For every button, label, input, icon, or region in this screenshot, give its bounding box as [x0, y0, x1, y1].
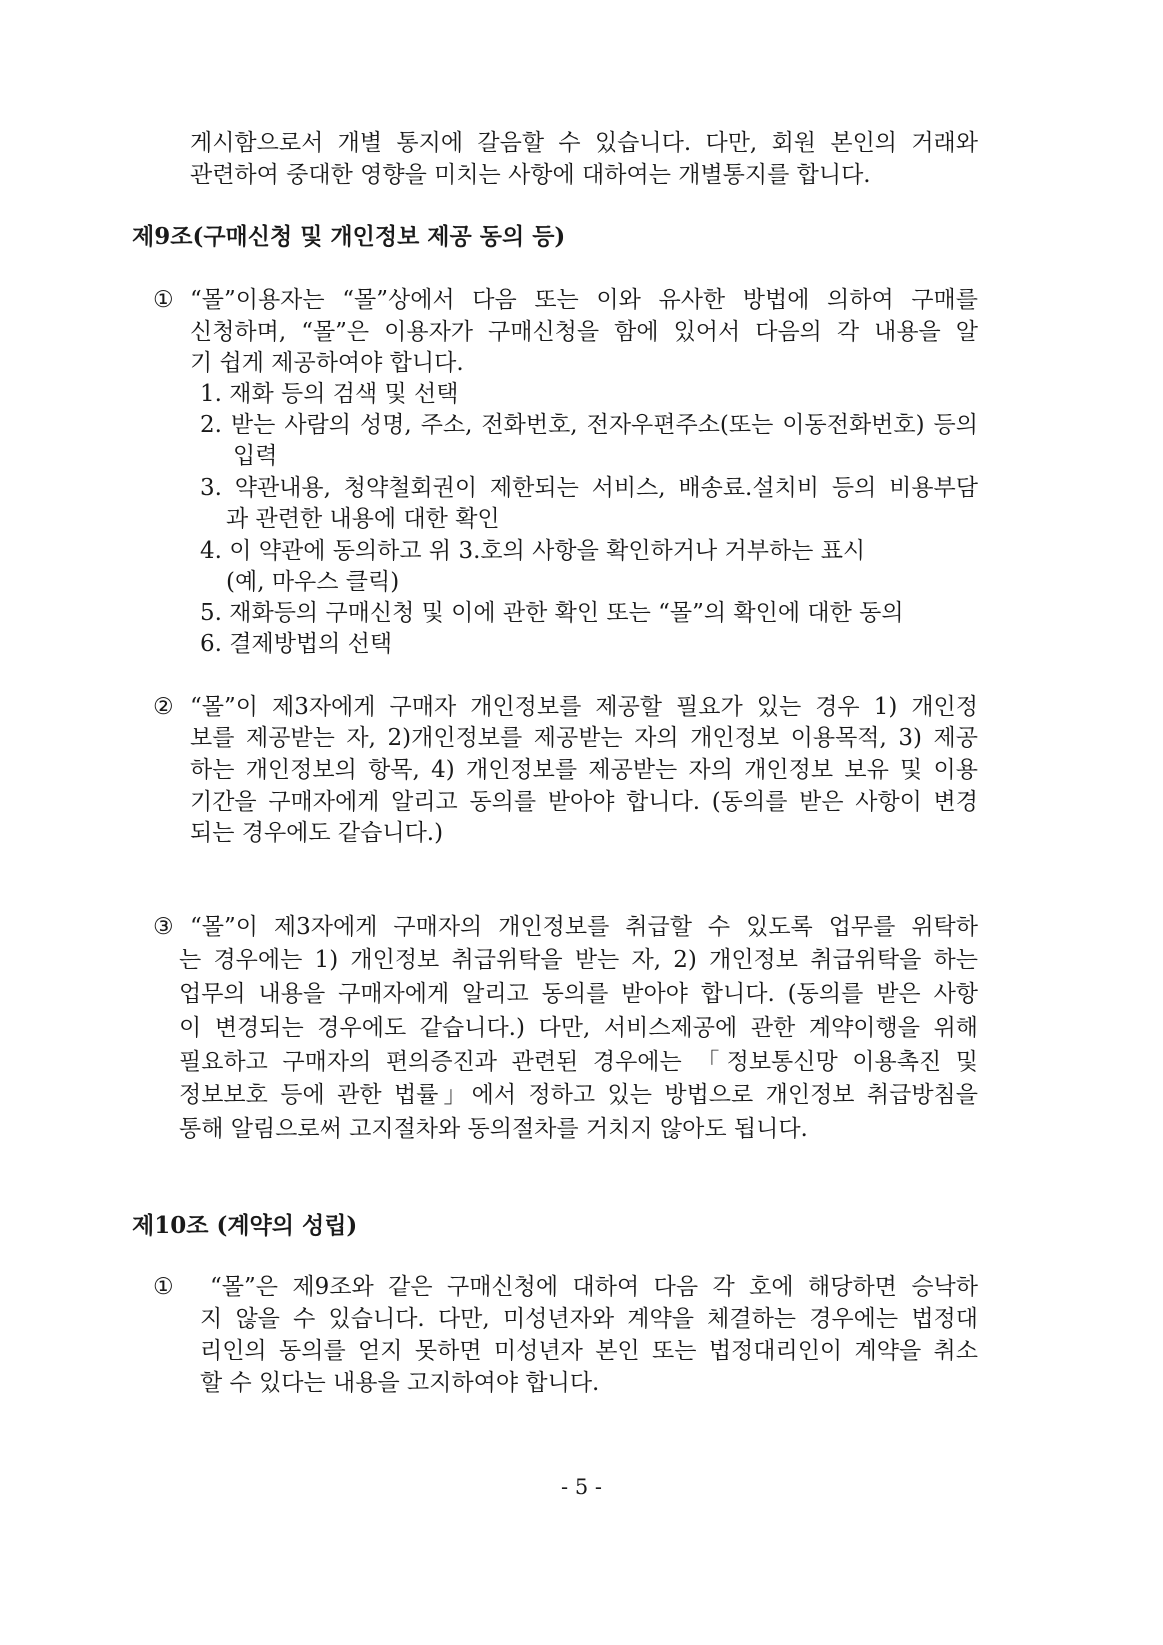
paragraph-line: 할 수 있다는 내용을 고지하여야 합니다. — [200, 1370, 600, 1396]
article-9-heading: 제9조(구매신청 및 개인정보 제공 동의 등) — [132, 223, 566, 250]
intro-line-2: 관련하여 중대한 영향을 미치는 사항에 대하여는 개별통지를 합니다. — [190, 162, 871, 188]
paragraph-marker: ② — [153, 694, 174, 720]
paragraph-line: 통해 알림으로써 고지절차와 동의절차를 거치지 않아도 됩니다. — [179, 1116, 808, 1142]
paragraph-line: 보를 제공받는 자, 2)개인정보를 제공받는 자의 개인정보 이용목적, 3) 제공 — [190, 725, 978, 751]
list-item-line: 5. 재화등의 구매신청 및 이에 관한 확인 또는 “몰”의 확인에 대한 동의 — [200, 600, 904, 626]
paragraph-line: “몰”이용자는 “몰”상에서 다음 또는 이와 유사한 방법에 의하여 구매를 — [190, 287, 978, 313]
paragraph-line: “몰”은 제9조와 같은 구매신청에 대하여 다음 각 호에 해당하면 승낙하 — [210, 1274, 978, 1300]
paragraph-line: 이 변경되는 경우에도 같습니다.) 다만, 서비스제공에 관한 계약이행을 위해 — [179, 1015, 978, 1041]
paragraph-marker: ① — [153, 1274, 174, 1300]
paragraph-line: 기간을 구매자에게 알리고 동의를 받아야 합니다. (동의를 받은 사항이 변경 — [190, 789, 978, 815]
paragraph-line: 리인의 동의를 얻지 못하면 미성년자 본인 또는 법정대리인이 계약을 취소 — [200, 1338, 978, 1364]
paragraph-line: 는 경우에는 1) 개인정보 취급위탁을 받는 자, 2) 개인정보 취급위탁을 하는 — [179, 947, 978, 973]
list-item-line: 과 관련한 내용에 대한 확인 — [226, 506, 500, 532]
paragraph-line: 정보보호 등에 관한 법률」에서 정하고 있는 방법으로 개인정보 취급방침을 — [179, 1082, 978, 1108]
paragraph-line: 필요하고 구매자의 편의증진과 관련된 경우에는 「정보통신망 이용촉진 및 — [179, 1049, 978, 1075]
list-item-line: 6. 결제방법의 선택 — [200, 631, 393, 657]
paragraph-marker: ③ — [153, 914, 174, 940]
paragraph-line: 되는 경우에도 같습니다.) — [190, 820, 444, 846]
page-number: - 5 - — [561, 1475, 602, 1499]
article-10-heading: 제10조 (계약의 성립) — [132, 1212, 358, 1239]
intro-line-1: 게시함으로서 개별 통지에 갈음할 수 있습니다. 다만, 회원 본인의 거래와 — [190, 130, 978, 156]
paragraph-line: 지 않을 수 있습니다. 다만, 미성년자와 계약을 체결하는 경우에는 법정대 — [200, 1306, 978, 1332]
paragraph-line: 신청하며, “몰”은 이용자가 구매신청을 함에 있어서 다음의 각 내용을 알 — [190, 319, 978, 345]
paragraph-line: 기 쉽게 제공하여야 합니다. — [190, 350, 464, 376]
paragraph-line: 하는 개인정보의 항목, 4) 개인정보를 제공받는 자의 개인정보 보유 및 이용 — [190, 757, 978, 783]
paragraph-line: 업무의 내용을 구매자에게 알리고 동의를 받아야 합니다. (동의를 받은 사항 — [179, 981, 978, 1007]
paragraph-line: “몰”이 제3자에게 구매자 개인정보를 제공할 필요가 있는 경우 1) 개인정 — [190, 694, 978, 720]
list-item-line: (예, 마우스 클릭) — [226, 569, 400, 595]
list-item-line: 1. 재화 등의 검색 및 선택 — [200, 381, 459, 407]
paragraph-marker: ① — [153, 287, 174, 313]
list-item-line: 3. 약관내용, 청약철회권이 제한되는 서비스, 배송료.설치비 등의 비용부담 — [200, 475, 978, 501]
list-item-line: 4. 이 약관에 동의하고 위 3.호의 사항을 확인하거나 거부하는 표시 — [200, 538, 866, 564]
list-item-line: 입력 — [233, 443, 278, 469]
paragraph-line: “몰”이 제3자에게 구매자의 개인정보를 취급할 수 있도록 업무를 위탁하 — [190, 914, 978, 940]
list-item-line: 2. 받는 사람의 성명, 주소, 전화번호, 전자우편주소(또는 이동전화번호) 등의 — [200, 412, 978, 438]
